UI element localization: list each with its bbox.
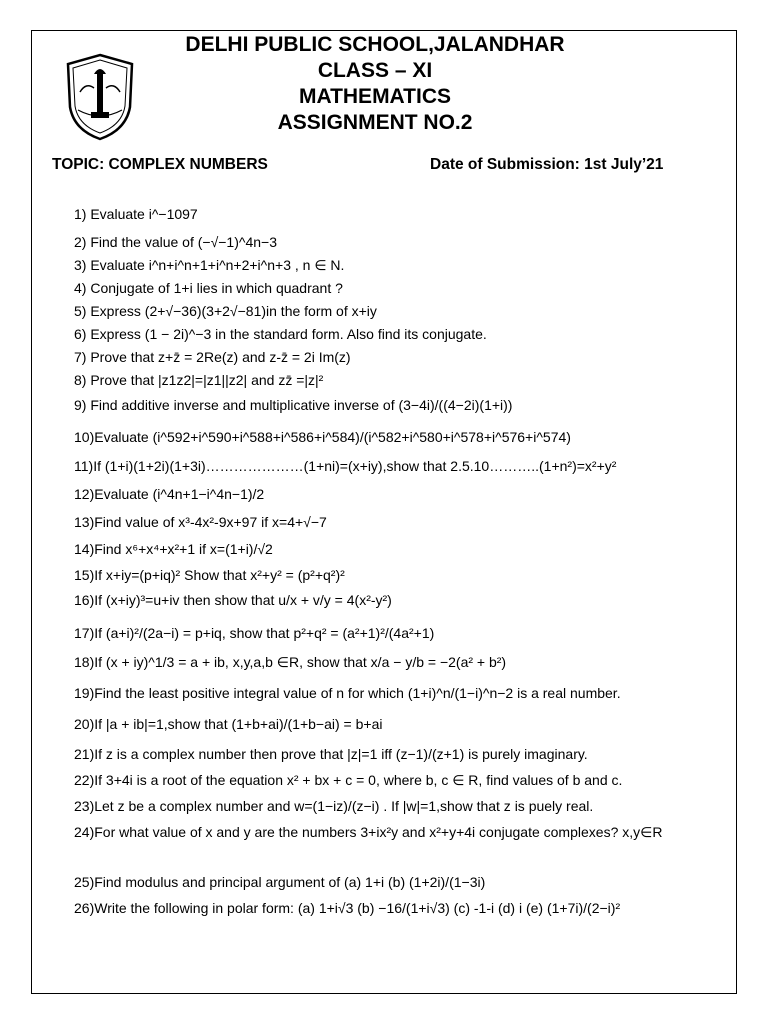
question-19: 19)Find the least positive integral value of n for which (1+i)^n/(1−i)^n−2 is a real number. — [74, 685, 621, 701]
question-7: 7) Prove that z+z̄ = 2Re(z) and z-z̄ = 2i Im(z) — [74, 349, 351, 365]
question-3: 3) Evaluate i^n+i^n+1+i^n+2+i^n+3 , n ∈ N. — [74, 257, 345, 273]
question-2: 2) Find the value of (−√−1)^4n−3 — [74, 234, 277, 250]
question-18: 18)If (x + iy)^1/3 = a + ib, x,y,a,b ∈R, show that x/a − y/b = −2(a² + b²) — [74, 654, 507, 670]
question-21: 21)If z is a complex number then prove that |z|=1 iff (z−1)/(z+1) is purely imaginary. — [74, 746, 588, 762]
question-17: 17)If (a+i)²/(2a−i) = p+iq, show that p²+q² = (a²+1)²/(4a²+1) — [74, 625, 435, 641]
question-15: 15)If x+iy=(p+iq)² Show that x²+y² = (p²+q²)² — [74, 567, 345, 583]
question-16: 16)If (x+iy)³=u+iv then show that u/x + v/y = 4(x²-y²) — [74, 592, 392, 608]
question-8: 8) Prove that |z1z2|=|z1||z2| and zz̄ =|z|² — [74, 372, 324, 388]
school-name: DELHI PUBLIC SCHOOL,JALANDHAR — [185, 33, 565, 56]
topic-label: TOPIC: COMPLEX NUMBERS — [52, 156, 268, 173]
question-13: 13)Find value of x³-4x²-9x+97 if x=4+√−7 — [74, 514, 327, 530]
question-12: 12)Evaluate (i^4n+1−i^4n−1)/2 — [74, 486, 265, 502]
question-10: 10)Evaluate (i^592+i^590+i^588+i^586+i^584)/(i^582+i^580+i^578+i^576+i^574) — [74, 429, 571, 445]
question-14: 14)Find x⁶+x⁴+x²+1 if x=(1+i)/√2 — [74, 541, 273, 557]
question-24: 24)For what value of x and y are the numbers 3+ix²y and x²+y+4i conjugate complexes? x,y∈R — [74, 824, 663, 840]
question-25: 25)Find modulus and principal argument of (a) 1+i (b) (1+2i)/(1−3i) — [74, 874, 486, 890]
question-26: 26)Write the following in polar form: (a) 1+i√3 (b) −16/(1+i√3) (c) -1-i (d) i (e) (1+7i)/(2−i)² — [74, 900, 621, 916]
question-6: 6) Express (1 − 2i)^−3 in the standard form. Also find its conjugate. — [74, 326, 487, 342]
question-20: 20)If |a + ib|=1,show that (1+b+ai)/(1+b−ai) = b+ai — [74, 716, 383, 732]
class-title: CLASS – XI — [317, 59, 433, 82]
subject-title: MATHEMATICS — [298, 85, 452, 108]
question-9: 9) Find additive inverse and multiplicative inverse of (3−4i)/((4−2i)(1+i)) — [74, 397, 513, 413]
question-23: 23)Let z be a complex number and w=(1−iz)/(z−i) . If |w|=1,show that z is puely real. — [74, 798, 594, 814]
question-5: 5) Express (2+√−36)(3+2√−81)in the form of x+iy — [74, 303, 377, 319]
submission-date: Date of Submission: 1st July’21 — [430, 156, 664, 173]
assignment-title: ASSIGNMENT NO.2 — [277, 111, 473, 134]
question-22: 22)If 3+4i is a root of the equation x² + bx + c = 0, where b, c ∈ R, find values of b and c. — [74, 772, 623, 788]
question-1: 1) Evaluate i^−1097 — [74, 206, 198, 222]
question-11: 11)If (1+i)(1+2i)(1+3i)…………………(1+ni)=(x+iy),show that 2.5.10………..(1+n²)=x²+y² — [74, 458, 617, 474]
question-4: 4) Conjugate of 1+i lies in which quadrant ? — [74, 280, 343, 296]
school-crest-icon — [64, 52, 136, 142]
page-border — [31, 30, 737, 994]
